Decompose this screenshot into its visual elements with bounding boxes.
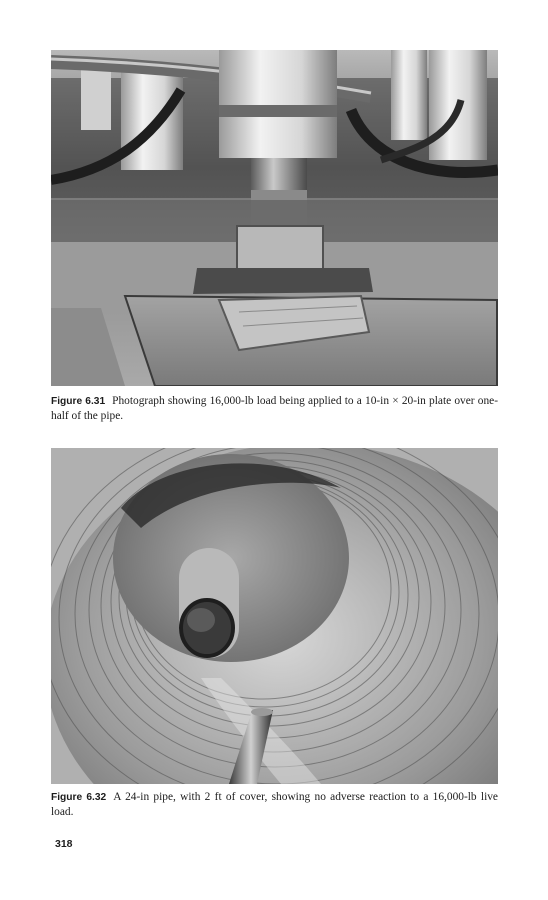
- caption-text: Photograph showing 16,000-lb load being applied to a 10-in × 20-in plate over one-half of the pipe.: [51, 395, 498, 422]
- figure-label: Figure 6.31: [51, 396, 106, 407]
- figure-6-32-caption: [51, 790, 498, 820]
- figure-label: Figure 6.32: [51, 792, 107, 803]
- page-number: 318: [55, 838, 73, 850]
- figure-6-31-photo: [51, 50, 498, 386]
- figure-6-32-photo: [51, 448, 498, 784]
- caption-text: A 24-in pipe, with 2 ft of cover, showing no adverse reaction to a 16,000-lb live load.: [51, 791, 498, 818]
- figure-6-31-caption: [51, 394, 498, 424]
